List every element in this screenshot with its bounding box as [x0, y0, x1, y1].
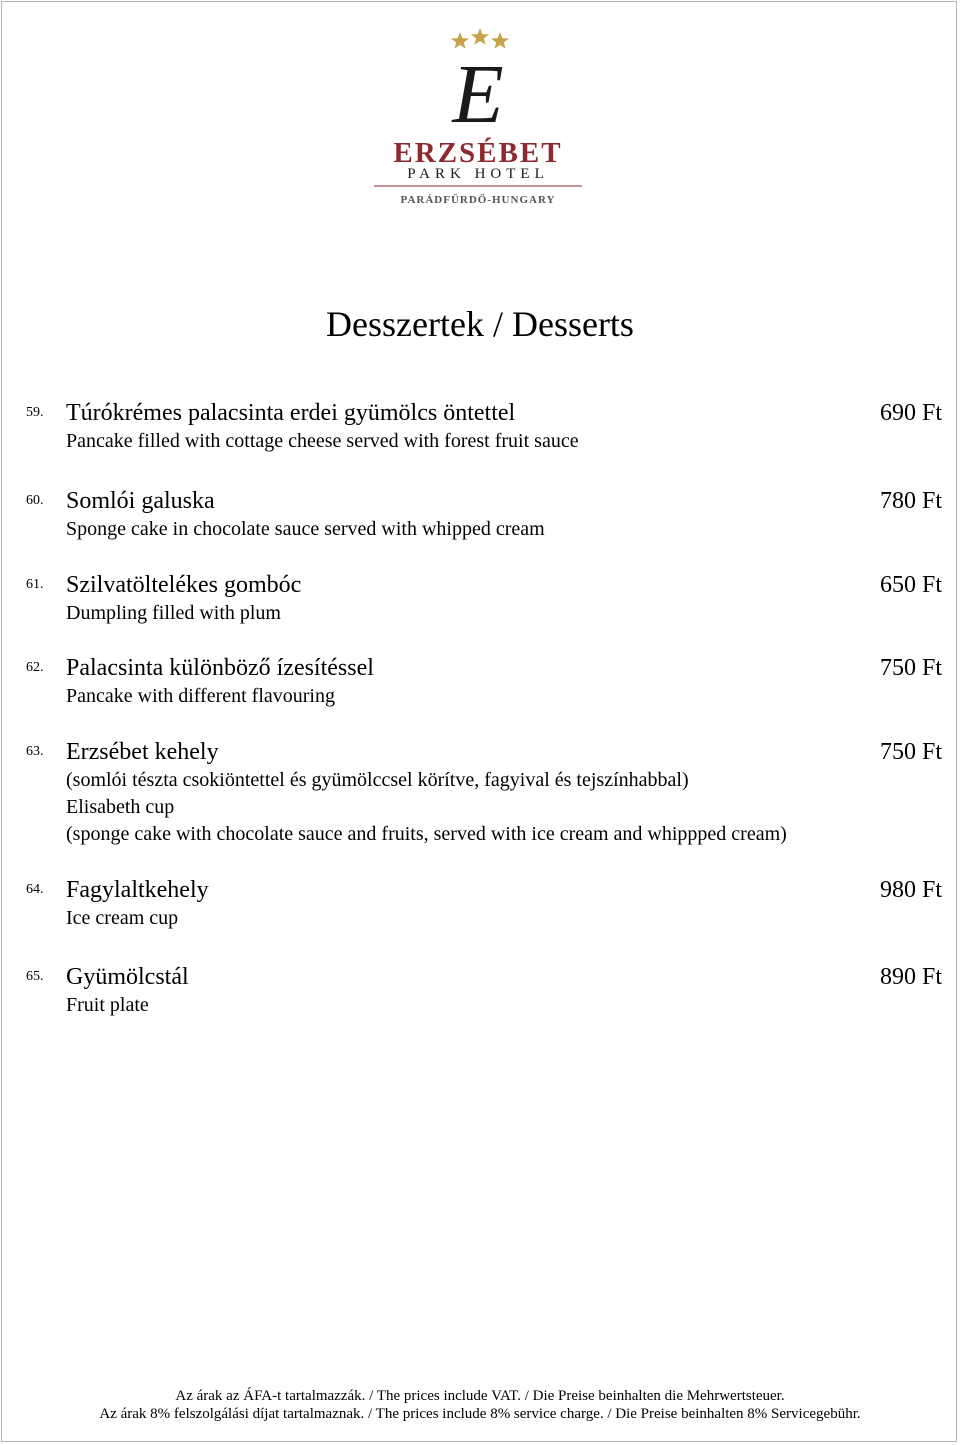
item-number: 65. — [26, 969, 44, 984]
item-name: Fagylaltkehely — [66, 877, 209, 903]
item-description: Sponge cake in chocolate sauce served with whipped cream — [66, 518, 545, 540]
item-number: 63. — [26, 744, 44, 759]
hotel-logo — [360, 28, 590, 208]
footer-vat-note: Az árak az ÁFA-t tartalmazzák. / The prices include VAT. / Die Preise beinhalten die Mehrwertsteuer. — [175, 1388, 785, 1404]
page-title: Desszertek / Desserts — [326, 304, 634, 344]
item-description: Pancake with different flavouring — [66, 685, 335, 707]
item-number: 62. — [26, 660, 44, 675]
item-description: Pancake filled with cottage cheese served with forest fruit sauce — [66, 430, 579, 452]
star-icon — [471, 28, 489, 45]
logo-monogram: E — [452, 48, 504, 141]
star-icon — [491, 32, 509, 49]
item-name: Palacsinta különböző ízesítéssel — [66, 655, 374, 681]
item-description: (somlói tészta csokiöntettel és gyümölccsel körítve, fagyival és tejszínhabbal) — [66, 769, 689, 791]
item-name: Erzsébet kehely — [66, 739, 219, 765]
item-name: Túrókrémes palacsinta erdei gyümölcs öntettel — [66, 400, 516, 426]
item-price: 890 Ft — [879, 964, 942, 990]
item-name: Szilvatöltelékes gombóc — [66, 572, 302, 598]
item-description: Dumpling filled with plum — [66, 602, 281, 624]
item-price: 650 Ft — [879, 572, 942, 598]
item-price: 750 Ft — [879, 739, 942, 765]
item-description: (sponge cake with chocolate sauce and fruits, served with ice cream and whippped cream) — [66, 823, 787, 845]
logo-stars — [451, 28, 509, 49]
item-number: 60. — [26, 493, 44, 508]
item-price: 690 Ft — [879, 400, 942, 426]
page-frame — [1, 1, 957, 1442]
item-price: 980 Ft — [879, 877, 942, 903]
footer-service-note: Az árak 8% felszolgálási díjat tartalmaznak. / The prices include 8% service charge. / Die Preise beinhalten 8% Servicegebühr. — [99, 1406, 861, 1422]
item-price: 780 Ft — [879, 488, 942, 514]
item-price: 750 Ft — [879, 655, 942, 681]
star-icon — [451, 32, 469, 49]
logo-name: ERZSÉBET — [393, 137, 563, 169]
item-description: Fruit plate — [66, 994, 149, 1016]
item-number: 61. — [26, 577, 44, 592]
logo-subtitle: PARK HOTEL — [407, 166, 549, 182]
item-description: Ice cream cup — [66, 907, 179, 929]
item-name: Somlói galuska — [66, 488, 215, 514]
item-description: Elisabeth cup — [66, 796, 175, 818]
item-number: 64. — [26, 882, 44, 897]
logo-location: PARÁDFÜRDŐ-HUNGARY — [400, 194, 556, 206]
item-number: 59. — [26, 405, 44, 420]
item-name: Gyümölcstál — [66, 964, 189, 990]
